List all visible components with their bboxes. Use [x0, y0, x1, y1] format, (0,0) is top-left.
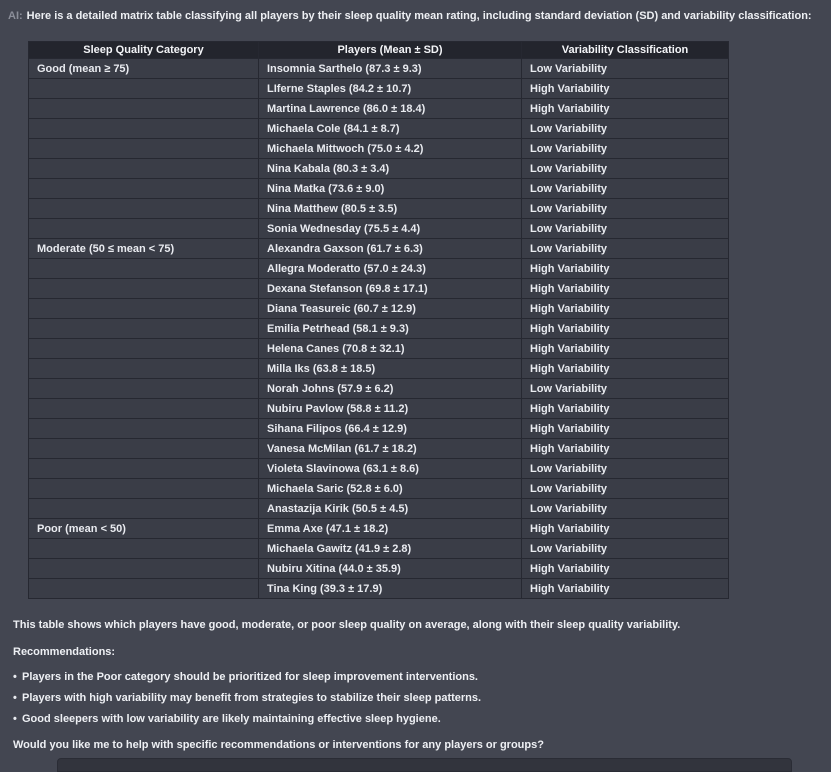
table-row [29, 499, 729, 519]
variability-cell: High Variability [522, 419, 729, 439]
table-row [29, 179, 729, 199]
table-row [29, 79, 729, 99]
player-cell: Nubiru Xitina (44.0 ± 35.9) [259, 559, 522, 579]
player-cell: Emilia Petrhead (58.1 ± 9.3) [259, 319, 522, 339]
category-cell [29, 579, 259, 599]
table-row [29, 559, 729, 579]
category-cell [29, 199, 259, 219]
table-row [29, 279, 729, 299]
variability-cell: Low Variability [522, 499, 729, 519]
table-row [29, 479, 729, 499]
header-variability-classification: Variability Classification [522, 42, 729, 59]
table-row [29, 519, 729, 539]
player-cell: Tina King (39.3 ± 17.9) [259, 579, 522, 599]
table-body [29, 59, 729, 599]
closing-question: Would you like me to help with specific recommendations or interventions for any players or groups? [13, 739, 544, 751]
table-row [29, 199, 729, 219]
table-row [29, 59, 729, 79]
category-cell [29, 179, 259, 199]
recommendation-text: Players with high variability may benefit from strategies to stabilize their sleep patterns. [22, 692, 482, 704]
category-cell [29, 459, 259, 479]
player-cell: Anastazija Kirik (50.5 ± 4.5) [259, 499, 522, 519]
header-sleep-quality-category: Sleep Quality Category [29, 42, 259, 59]
table-row [29, 359, 729, 379]
list-item [13, 713, 813, 734]
list-item [13, 692, 813, 713]
variability-cell: High Variability [522, 519, 729, 539]
category-cell [29, 399, 259, 419]
table-row [29, 399, 729, 419]
summary-text: This table shows which players have good, moderate, or poor sleep quality on average, along with their sleep quality variability. [13, 619, 681, 631]
table-row [29, 259, 729, 279]
category-cell [29, 99, 259, 119]
variability-cell: Low Variability [522, 219, 729, 239]
header-players-mean-sd: Players (Mean ± SD) [259, 42, 522, 59]
table-row [29, 439, 729, 459]
table-row [29, 459, 729, 479]
variability-cell: High Variability [522, 359, 729, 379]
table-row [29, 159, 729, 179]
variability-cell: High Variability [522, 259, 729, 279]
category-cell [29, 119, 259, 139]
player-cell: Helena Canes (70.8 ± 32.1) [259, 339, 522, 359]
bullet-icon: • [13, 713, 17, 725]
table-row [29, 139, 729, 159]
table-row [29, 539, 729, 559]
category-cell [29, 79, 259, 99]
ai-sender-label: AI: [8, 10, 23, 22]
player-cell: Emma Axe (47.1 ± 18.2) [259, 519, 522, 539]
category-cell [29, 559, 259, 579]
variability-cell: Low Variability [522, 459, 729, 479]
category-cell [29, 439, 259, 459]
player-cell: Sihana Filipos (66.4 ± 12.9) [259, 419, 522, 439]
variability-cell: Low Variability [522, 159, 729, 179]
variability-cell: Low Variability [522, 119, 729, 139]
variability-cell: High Variability [522, 319, 729, 339]
player-cell: Violeta Slavinowa (63.1 ± 8.6) [259, 459, 522, 479]
player-cell: Dexana Stefanson (69.8 ± 17.1) [259, 279, 522, 299]
category-cell [29, 539, 259, 559]
table-row [29, 119, 729, 139]
category-cell: Poor (mean < 50) [29, 519, 259, 539]
chat-input[interactable] [57, 758, 792, 772]
variability-cell: High Variability [522, 559, 729, 579]
category-cell [29, 139, 259, 159]
player-cell: Martina Lawrence (86.0 ± 18.4) [259, 99, 522, 119]
variability-cell: Low Variability [522, 139, 729, 159]
variability-cell: High Variability [522, 279, 729, 299]
player-cell: Diana Teasureic (60.7 ± 12.9) [259, 299, 522, 319]
bullet-icon: • [13, 692, 17, 704]
variability-cell: Low Variability [522, 539, 729, 559]
table-header-row [29, 42, 729, 59]
player-cell: Nubiru Pavlow (58.8 ± 11.2) [259, 399, 522, 419]
player-cell: Sonia Wednesday (75.5 ± 4.4) [259, 219, 522, 239]
variability-cell: High Variability [522, 579, 729, 599]
category-cell [29, 159, 259, 179]
player-cell: Vanesa McMilan (61.7 ± 18.2) [259, 439, 522, 459]
table-row [29, 339, 729, 359]
player-cell: Allegra Moderatto (57.0 ± 24.3) [259, 259, 522, 279]
table-row [29, 379, 729, 399]
category-cell [29, 219, 259, 239]
category-cell [29, 359, 259, 379]
category-cell [29, 319, 259, 339]
player-cell: Michaela Saric (52.8 ± 6.0) [259, 479, 522, 499]
category-cell [29, 479, 259, 499]
variability-cell: High Variability [522, 79, 729, 99]
player-cell: LIferne Staples (84.2 ± 10.7) [259, 79, 522, 99]
variability-cell: Low Variability [522, 179, 729, 199]
category-cell [29, 339, 259, 359]
player-cell: Michaela Gawitz (41.9 ± 2.8) [259, 539, 522, 559]
variability-cell: High Variability [522, 339, 729, 359]
variability-cell: High Variability [522, 99, 729, 119]
category-cell [29, 299, 259, 319]
table-row [29, 579, 729, 599]
player-cell: Norah Johns (57.9 ± 6.2) [259, 379, 522, 399]
list-item [13, 671, 813, 692]
variability-cell: Low Variability [522, 379, 729, 399]
table-row [29, 99, 729, 119]
variability-cell: Low Variability [522, 199, 729, 219]
player-cell: Nina Matthew (80.5 ± 3.5) [259, 199, 522, 219]
table-row [29, 239, 729, 259]
table-row [29, 419, 729, 439]
variability-cell: High Variability [522, 399, 729, 419]
variability-cell: Low Variability [522, 59, 729, 79]
player-cell: Alexandra Gaxson (61.7 ± 6.3) [259, 239, 522, 259]
category-cell [29, 279, 259, 299]
ai-message-intro [8, 10, 823, 23]
category-cell: Moderate (50 ≤ mean < 75) [29, 239, 259, 259]
category-cell [29, 419, 259, 439]
intro-text: Here is a detailed matrix table classifying all players by their sleep quality mean rating, including standard deviation (SD) and variability classification: [26, 10, 812, 22]
player-cell: Michaela Mittwoch (75.0 ± 4.2) [259, 139, 522, 159]
variability-cell: Low Variability [522, 239, 729, 259]
category-cell [29, 499, 259, 519]
player-cell: Nina Matka (73.6 ± 9.0) [259, 179, 522, 199]
category-cell: Good (mean ≥ 75) [29, 59, 259, 79]
recommendations-list [13, 671, 813, 734]
category-cell [29, 259, 259, 279]
recommendation-text: Players in the Poor category should be prioritized for sleep improvement interventions. [22, 671, 478, 683]
player-cell: Insomnia Sarthelo (87.3 ± 9.3) [259, 59, 522, 79]
variability-cell: High Variability [522, 439, 729, 459]
table-row [29, 299, 729, 319]
recommendations-heading: Recommendations: [13, 646, 116, 658]
player-cell: Milla Iks (63.8 ± 18.5) [259, 359, 522, 379]
table-row [29, 319, 729, 339]
player-cell: Michaela Cole (84.1 ± 8.7) [259, 119, 522, 139]
variability-cell: High Variability [522, 299, 729, 319]
player-cell: Nina Kabala (80.3 ± 3.4) [259, 159, 522, 179]
bullet-icon: • [13, 671, 17, 683]
category-cell [29, 379, 259, 399]
sleep-quality-table [28, 41, 729, 599]
variability-cell: Low Variability [522, 479, 729, 499]
recommendation-text: Good sleepers with low variability are likely maintaining effective sleep hygiene. [22, 713, 441, 725]
table-row [29, 219, 729, 239]
